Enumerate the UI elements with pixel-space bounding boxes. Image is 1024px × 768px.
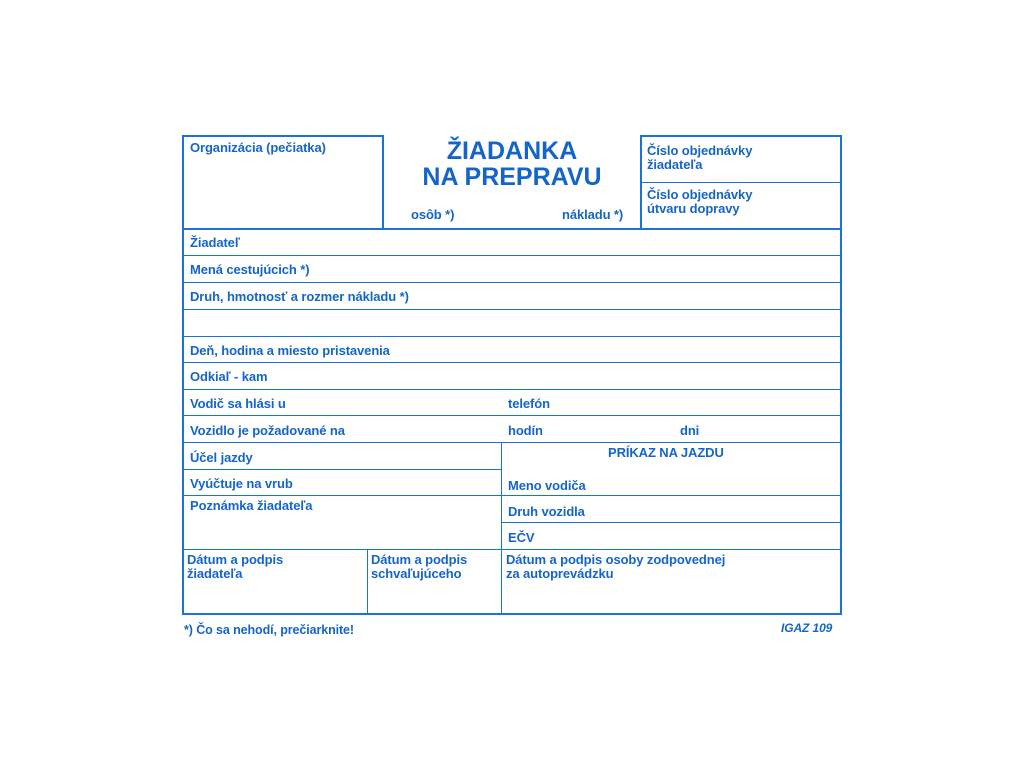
- applicant-note-label: Poznámka žiadateľa: [190, 498, 313, 513]
- approver-signature-label-2: schvaľujúceho: [371, 566, 462, 581]
- rule-row-3: [182, 309, 842, 310]
- cargo-label: nákladu *): [562, 207, 624, 222]
- applicant-signature-label-2: žiadateľa: [187, 566, 243, 581]
- approver-signature-label-1: Dátum a podpis: [371, 552, 468, 567]
- order-number-applicant-label-2: žiadateľa: [647, 157, 703, 172]
- rule-outer-left: [182, 135, 184, 615]
- rule-top-right-box: [641, 135, 842, 137]
- pickup-time-place-label: Deň, hodina a miesto pristavenia: [190, 343, 390, 358]
- applicant-signature-label-1: Dátum a podpis: [187, 552, 284, 567]
- rule-split-vertical: [501, 442, 502, 614]
- rule-header-bottom: [182, 228, 842, 230]
- license-plate-label: EČV: [508, 530, 535, 545]
- phone-label: telefón: [508, 396, 550, 411]
- persons-label: osôb *): [411, 207, 455, 222]
- rule-right-mid: [641, 182, 841, 183]
- days-label: dni: [680, 423, 700, 438]
- rule-row-2: [182, 282, 842, 283]
- driver-name-label: Meno vodiča: [508, 478, 586, 493]
- applicant-label: Žiadateľ: [190, 235, 240, 250]
- rule-signature-top: [182, 549, 842, 550]
- rule-left-row-1: [182, 469, 502, 470]
- form-title-line-2: NA PREPRAVU: [422, 163, 602, 191]
- organization-stamp-label: Organizácia (pečiatka): [190, 140, 326, 155]
- route-label: Odkiaľ - kam: [190, 369, 268, 384]
- order-number-transport-label-2: útvaru dopravy: [647, 201, 740, 216]
- charged-to-label: Vyúčtuje na vrub: [190, 476, 293, 491]
- rule-left-row-2: [182, 495, 502, 496]
- rule-top-left-box: [182, 135, 383, 137]
- rule-row-1: [182, 255, 842, 256]
- rule-row-7: [182, 415, 842, 416]
- fleet-manager-signature-label-2: za autoprevádzku: [506, 566, 614, 581]
- trip-purpose-label: Účel jazdy: [190, 450, 253, 465]
- order-number-applicant-label-1: Číslo objednávky: [647, 143, 753, 158]
- passenger-names-label: Mená cestujúcich *): [190, 262, 310, 277]
- rule-row-8: [182, 442, 842, 443]
- fleet-manager-signature-label-1: Dátum a podpis osoby zodpovednej: [506, 552, 726, 567]
- footnote: *) Čo sa nehodí, prečiarknite!: [184, 623, 354, 637]
- form-title-line-1: ŽIADANKA: [446, 137, 578, 165]
- form-code: IGAZ 109: [781, 621, 833, 635]
- rule-outer-bottom: [182, 613, 842, 615]
- rule-outer-right: [840, 135, 842, 615]
- rule-row-5: [182, 362, 842, 363]
- driving-order-heading: PRÍKAZ NA JAZDU: [608, 445, 724, 460]
- vehicle-required-label: Vozidlo je požadované na: [190, 423, 345, 438]
- rule-row-4: [182, 336, 842, 337]
- order-number-transport-label-1: Číslo objednávky: [647, 187, 753, 202]
- driver-reports-to-label: Vodič sa hlási u: [190, 396, 286, 411]
- rule-signature-split: [367, 549, 368, 614]
- cargo-type-label: Druh, hmotnosť a rozmer nákladu *): [190, 289, 409, 304]
- hours-label: hodín: [508, 423, 543, 438]
- vehicle-type-label: Druh vozidla: [508, 504, 585, 519]
- rule-row-6: [182, 389, 842, 390]
- rule-right-row-2: [501, 522, 842, 523]
- rule-right-row-1: [501, 495, 842, 496]
